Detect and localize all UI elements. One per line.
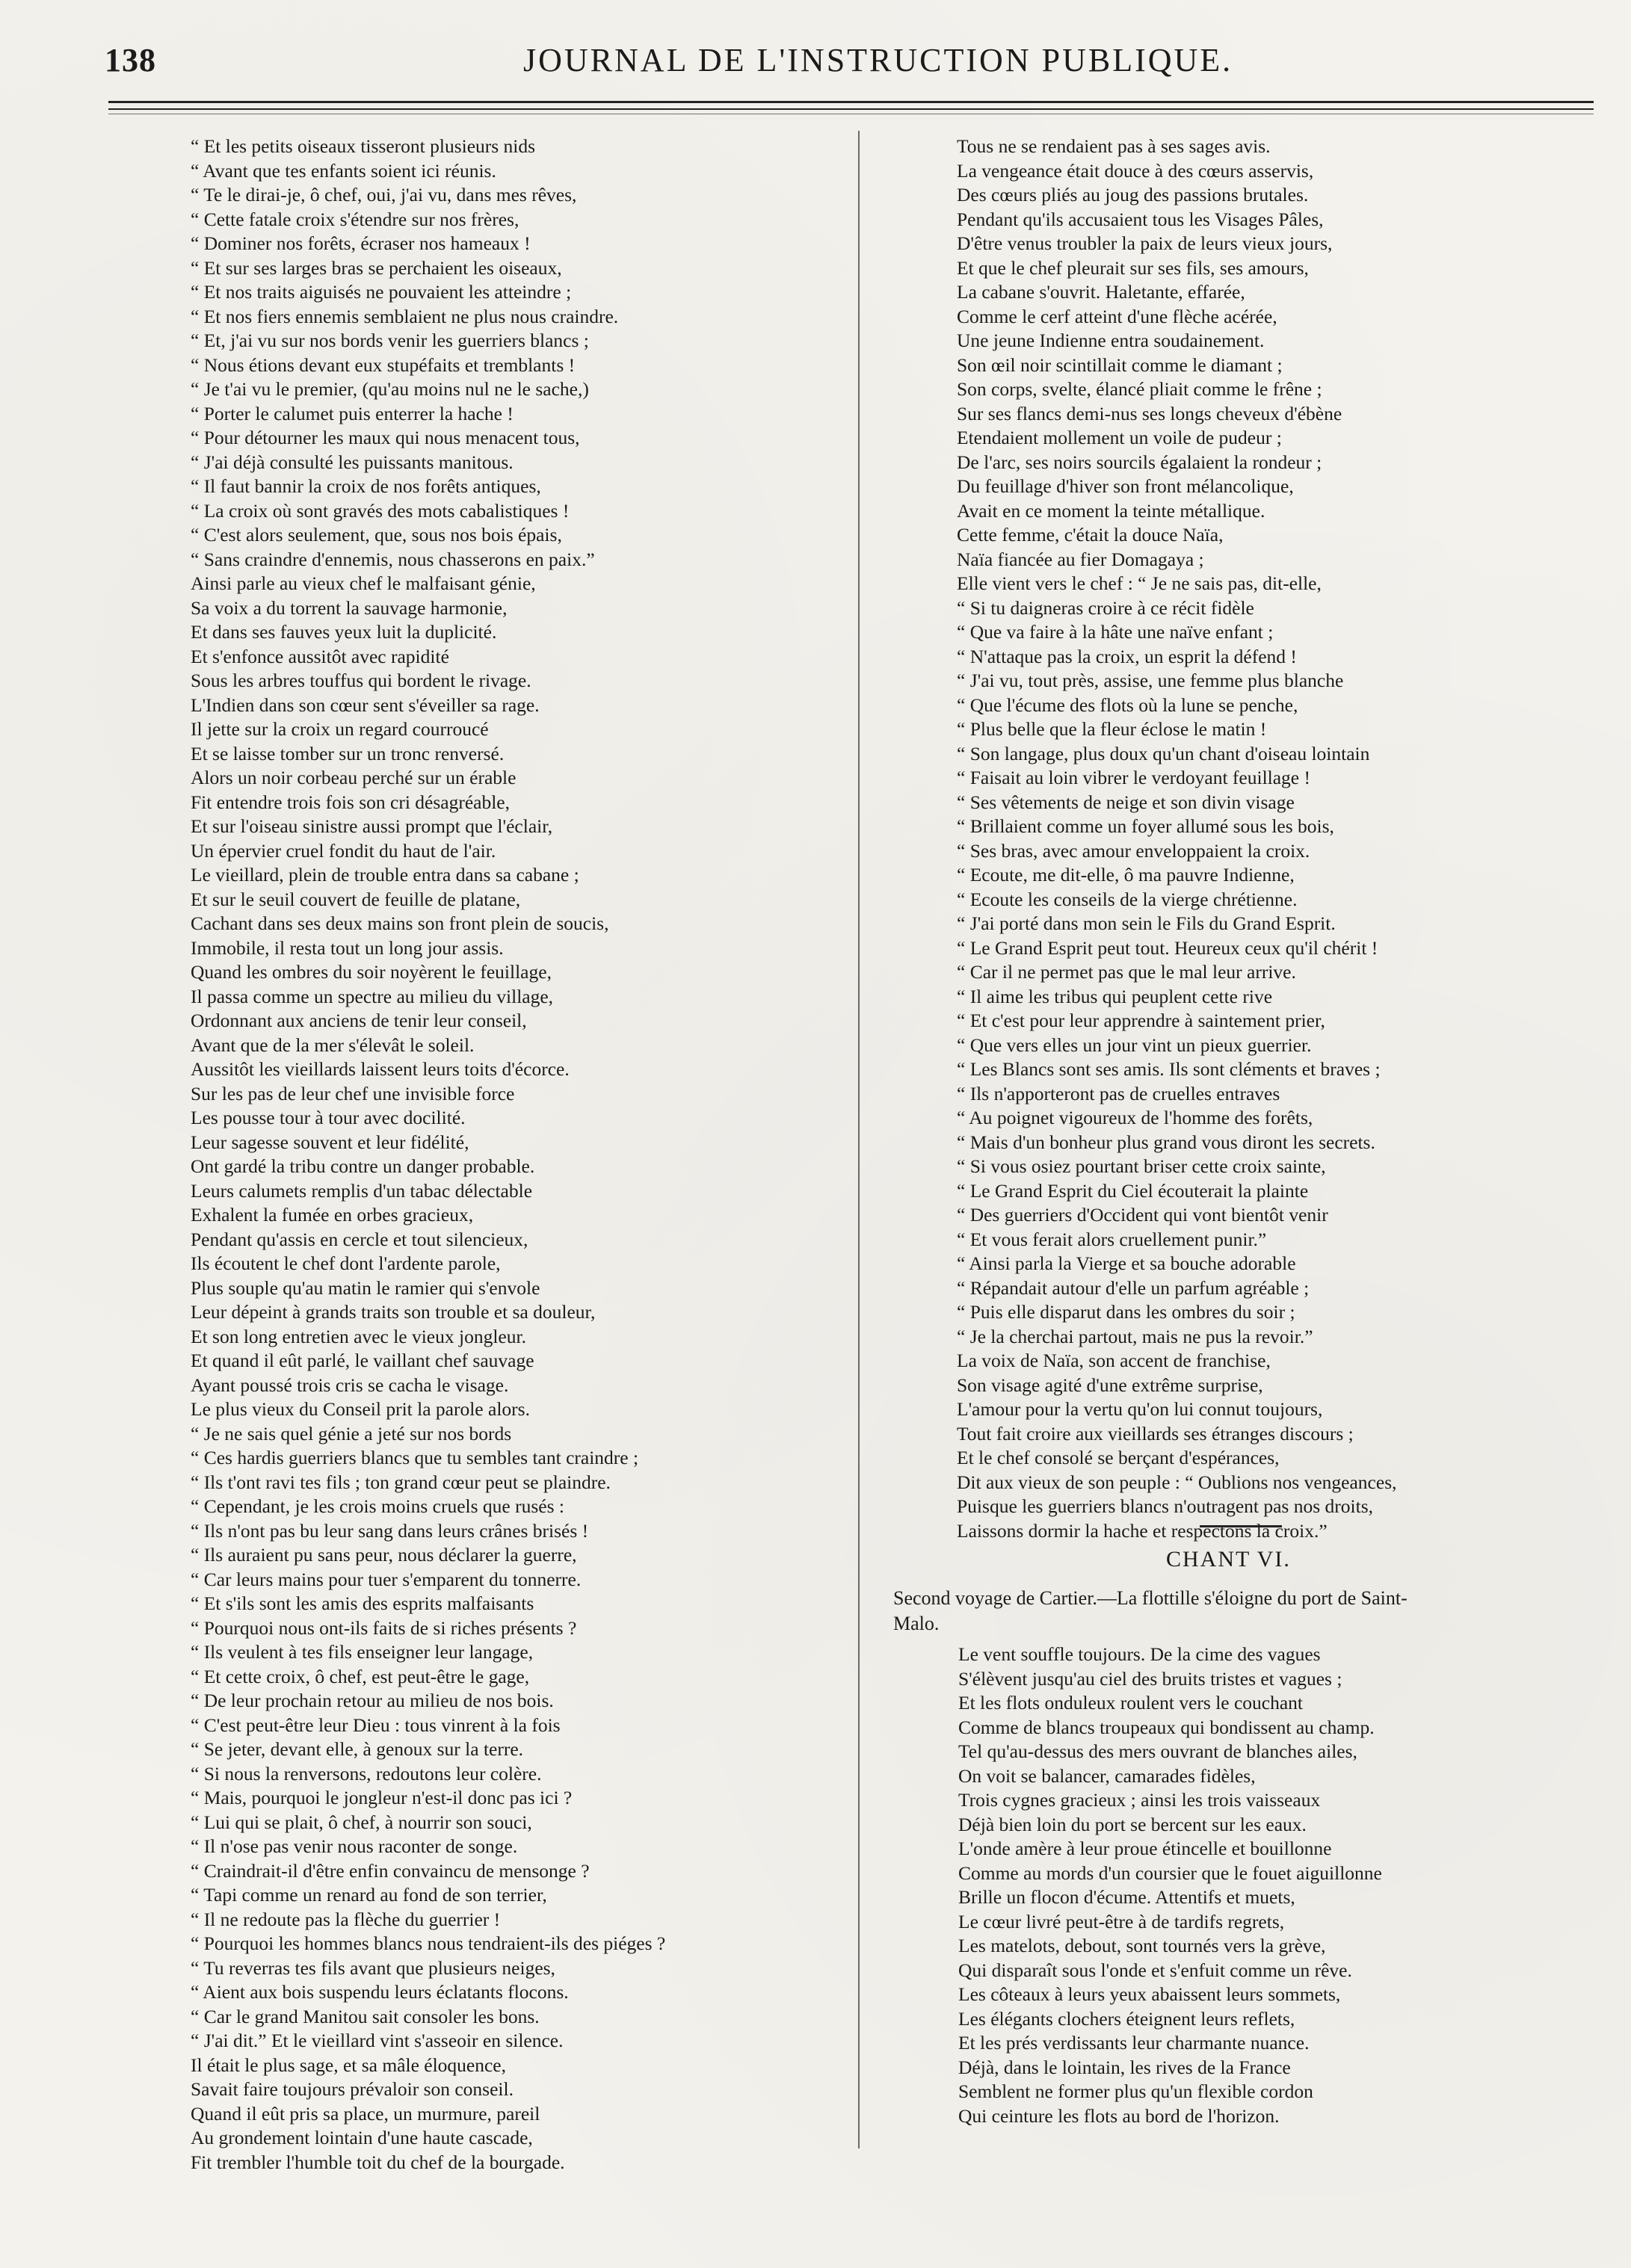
verse-line: “ Ces hardis guerriers blancs que tu sembles tant craindre ; (191, 1447, 639, 1468)
verse-line: “ Craindrait-il d'être enfin convaincu de mensonge ? (191, 1859, 590, 1882)
chant-summary-line: Malo. (893, 1613, 940, 1634)
verse-line: “ Les Blancs sont ses amis. Ils sont cléments et braves ; (957, 1058, 1381, 1080)
verse-line: Alors un noir corbeau perché sur un érable (191, 767, 517, 788)
verse-line: “ Ses vêtements de neige et son divin visage (957, 791, 1295, 813)
verse-line: Comme le cerf atteint d'une flèche acérée, (957, 305, 1277, 327)
verse-line: “ Ses bras, avec amour enveloppaient la croix. (957, 839, 1310, 862)
verse-line: “ Si nous la renversons, redoutons leur colère. (191, 1762, 542, 1785)
verse-line: “ Il aime les tribus qui peuplent cette rive (957, 985, 1273, 1007)
verse-line: “ Mais d'un bonheur plus grand vous diront les secrets. (957, 1131, 1375, 1153)
verse-line: Savait faire toujours prévaloir son conseil. (191, 2078, 514, 2100)
verse-line: “ Car leurs mains pour tuer s'emparent du tonnerre. (191, 1568, 582, 1590)
verse-line: “ Avant que tes enfants soient ici réunis. (191, 159, 496, 182)
verse-line: “ C'est peut-être leur Dieu : tous vinrent à la fois (191, 1714, 561, 1736)
verse-line: Son œil noir scintillait comme le diamant ; (957, 353, 1283, 376)
verse-line: Tout fait croire aux vieillards ses étranges discours ; (957, 1422, 1354, 1444)
verse-line: “ Pourquoi les hommes blancs nous tendraient-ils des piéges ? (191, 1932, 666, 1954)
verse-line: Et sur l'oiseau sinistre aussi prompt que l'éclair, (191, 815, 553, 837)
verse-line: “ Je t'ai vu le premier, (qu'au moins nul ne le sache,) (191, 378, 589, 400)
verse-line: Et que le chef pleurait sur ses fils, ses amours, (957, 256, 1309, 279)
verse-line: “ Pourquoi nous ont-ils faits de si riches présents ? (191, 1616, 577, 1639)
verse-line: Comme de blancs troupeaux qui bondissent au champ. (958, 1716, 1375, 1738)
running-title: JOURNAL DE L'INSTRUCTION PUBLIQUE. (523, 42, 1233, 78)
verse-line: “ Et vous ferait alors cruellement punir.” (957, 1228, 1267, 1250)
verse-line: Le cœur livré peut-être à de tardifs regrets, (958, 1910, 1285, 1932)
verse-line: Sous les arbres touffus qui bordent le rivage. (191, 670, 531, 691)
verse-line: Cette femme, c'était la douce Naïa, (957, 524, 1224, 546)
chant-summary-line: Second voyage de Cartier.—La flottille s'éloigne du port de Saint- (893, 1587, 1408, 1609)
verse-line: “ Il n'ose pas venir nous raconter de songe. (191, 1835, 518, 1857)
verse-line: “ Cette fatale croix s'étendre sur nos frères, (191, 208, 519, 230)
verse-line: Il jette sur la croix un regard courroucé (191, 718, 489, 740)
verse-line: “ Dominer nos forêts, écraser nos hameaux ! (191, 232, 531, 254)
verse-line: Sur ses flancs demi-nus ses longs cheveux d'ébène (957, 402, 1342, 424)
verse-line: Quand il eût pris sa place, un murmure, pareil (191, 2102, 540, 2125)
verse-line: “ Ils veulent à tes fils enseigner leur langage, (191, 1641, 534, 1663)
verse-line: Des cœurs pliés au joug des passions brutales. (957, 184, 1309, 206)
verse-line: “ Le Grand Esprit du Ciel écouterait la plainte (957, 1179, 1309, 1202)
header-rule (108, 108, 1594, 110)
verse-line: Et les prés verdissants leur charmante nuance. (958, 2032, 1310, 2054)
verse-line: D'être venus troubler la paix de leurs vieux jours, (957, 232, 1333, 254)
verse-line: “ Tapi comme un renard au fond de son terrier, (191, 1884, 547, 1906)
verse-line: La cabane s'ouvrit. Haletante, effarée, (957, 281, 1245, 303)
verse-line: “ Et cette croix, ô chef, est peut-être le gage, (191, 1665, 530, 1687)
verse-line: “ Je ne sais quel génie a jeté sur nos bords (191, 1422, 512, 1444)
verse-line: “ Si tu daigneras croire à ce récit fidèle (957, 596, 1254, 619)
verse-line: “ Car il ne permet pas que le mal leur arrive. (957, 961, 1296, 983)
verse-line: “ Plus belle que la fleur éclose le matin ! (957, 718, 1267, 740)
verse-line: Déjà bien loin du port se bercent sur les eaux. (958, 1813, 1307, 1835)
header-rule (108, 101, 1594, 103)
verse-line: “ Ecoute, me dit-elle, ô ma pauvre Indienne, (957, 864, 1295, 886)
verse-line: Qui disparaît sous l'onde et s'enfuit comme un rêve. (958, 1959, 1352, 1981)
verse-line: Tous ne se rendaient pas à ses sages avis. (957, 135, 1271, 157)
section-rule (1200, 1525, 1282, 1527)
verse-line: Pendant qu'ils accusaient tous les Visages Pâles, (957, 208, 1324, 230)
verse-line: “ Aient aux bois suspendu leurs éclatants flocons. (191, 1981, 569, 2003)
verse-line: “ Ils auraient pu sans peur, nous déclarer la guerre, (191, 1544, 577, 1566)
verse-line: “ Au poignet vigoureux de l'homme des forêts, (957, 1107, 1313, 1128)
verse-line: “ Faisait au loin vibrer le verdoyant feuillage ! (957, 767, 1310, 788)
verse-line: “ Et sur ses larges bras se perchaient les oiseaux, (191, 256, 562, 279)
verse-line: Au grondement lointain d'une haute cascade, (191, 2127, 533, 2148)
verse-line: On voit se balancer, camarades fidèles, (958, 1764, 1256, 1787)
verse-line: Son corps, svelte, élancé pliait comme le frêne ; (957, 378, 1322, 400)
verse-line: “ Brillaient comme un foyer allumé sous les bois, (957, 815, 1334, 837)
verse-line: Le vent souffle toujours. De la cime des vagues (958, 1643, 1321, 1665)
verse-line: Pendant qu'assis en cercle et tout silencieux, (191, 1228, 528, 1250)
verse-line: “ Te le dirai-je, ô chef, oui, j'ai vu, dans mes rêves, (191, 184, 577, 206)
verse-line: Il était le plus sage, et sa mâle éloquence, (191, 2054, 506, 2076)
verse-line: Fit trembler l'humble toit du chef de la bourgade. (191, 2151, 565, 2173)
verse-line: “ Ils n'ont pas bu leur sang dans leurs crânes brisés ! (191, 1519, 589, 1542)
verse-line: “ Ils t'ont ravi tes fils ; ton grand cœur peut se plaindre. (191, 1471, 611, 1493)
right-column-part1 (893, 135, 1588, 1543)
verse-line: “ Ils n'apporteront pas de cruelles entraves (957, 1082, 1280, 1104)
verse-line: “ Car le grand Manitou sait consoler les bons. (191, 2005, 540, 2027)
verse-line: Fit entendre trois fois son cri désagréable, (191, 791, 511, 813)
verse-line: Exhalent la fumée en orbes gracieux, (191, 1204, 474, 1226)
verse-line: Il passa comme un spectre au milieu du village, (191, 985, 554, 1007)
verse-line: “ Mais, pourquoi le jongleur n'est-il donc pas ici ? (191, 1787, 573, 1808)
verse-line: Ainsi parle au vieux chef le malfaisant génie, (191, 572, 536, 594)
verse-line: Laissons dormir la hache et respectons la croix.” (957, 1519, 1328, 1542)
verse-line: Et le chef consolé se berçant d'espérances, (957, 1447, 1280, 1468)
verse-line: Et quand il eût parlé, le vaillant chef sauvage (191, 1350, 534, 1371)
verse-line: “ Nous étions devant eux stupéfaits et tremblants ! (191, 353, 576, 376)
verse-line: “ Porter le calumet puis enterrer la hache ! (191, 402, 514, 424)
verse-line: Immobile, il resta tout un long jour assis. (191, 936, 504, 959)
verse-line: Sa voix a du torrent la sauvage harmonie, (191, 596, 508, 619)
verse-line: Cachant dans ses deux mains son front plein de soucis, (191, 912, 609, 934)
verse-line: Avait en ce moment la teinte métallique. (957, 499, 1265, 522)
verse-line: “ Et s'ils sont les amis des esprits malfaisants (191, 1592, 534, 1614)
verse-line: Ayant poussé trois cris se cacha le visage. (191, 1374, 509, 1396)
verse-line: “ Le Grand Esprit peut tout. Heureux ceux qu'il chérit ! (957, 936, 1378, 959)
verse-line: Puisque les guerriers blancs n'outragent pas nos droits, (957, 1495, 1373, 1517)
right-column-part2 (958, 1643, 1586, 2128)
verse-line: Comme au mords d'un coursier que le fouet aiguillonne (958, 1861, 1382, 1884)
verse-line: Leurs calumets remplis d'un tabac délectable (191, 1179, 533, 1202)
verse-line: “ Cependant, je les crois moins cruels que rusés : (191, 1495, 564, 1517)
verse-line: “ J'ai vu, tout près, assise, une femme plus blanche (957, 670, 1344, 691)
verse-line: “ De leur prochain retour au milieu de nos bois. (191, 1690, 554, 1711)
verse-line: “ Son langage, plus doux qu'un chant d'oiseau lointain (957, 742, 1370, 764)
verse-line: Dit aux vieux de son peuple : “ Oublions nos vengeances, (957, 1471, 1397, 1493)
verse-line: “ Et nos traits aiguisés ne pouvaient les atteindre ; (191, 281, 572, 303)
verse-line: Ordonnant aux anciens de tenir leur conseil, (191, 1010, 527, 1031)
verse-line: “ J'ai dit.” Et le vieillard vint s'asseoir en silence. (191, 2030, 564, 2051)
chant-title: CHANT VI. (1166, 1547, 1291, 1572)
left-column (191, 135, 848, 2175)
page-number: 138 (105, 42, 156, 78)
verse-line: “ Répandait autour d'elle un parfum agréable ; (957, 1276, 1310, 1299)
verse-line: Et dans ses fauves yeux luit la duplicité. (191, 621, 497, 643)
verse-line: “ Que l'écume des flots où la lune se penche, (957, 693, 1298, 716)
verse-line: Les côteaux à leurs yeux abaissent leurs sommets, (958, 1983, 1341, 2005)
verse-line: Leur sagesse souvent et leur fidélité, (191, 1131, 469, 1153)
verse-line: Elle vient vers le chef : “ Je ne sais pas, dit-elle, (957, 572, 1322, 594)
verse-line: Son visage agité d'une extrême surprise, (957, 1374, 1263, 1396)
verse-line: “ C'est alors seulement, que, sous nos bois épais, (191, 524, 562, 546)
verse-line: S'élèvent jusqu'au ciel des bruits tristes et vagues ; (958, 1667, 1342, 1690)
verse-line: Ont gardé la tribu contre un danger probable. (191, 1155, 535, 1177)
verse-line: Et se laisse tomber sur un tronc renversé. (191, 742, 505, 764)
verse-line: “ Que vers elles un jour vint un pieux guerrier. (957, 1033, 1312, 1056)
verse-line: “ Sans craindre d'ennemis, nous chasserons en paix.” (191, 548, 595, 570)
verse-line: L'Indien dans son cœur sent s'éveiller sa rage. (191, 693, 540, 716)
verse-line: Tel qu'au-dessus des mers ouvrant de blanches ailes, (958, 1740, 1357, 1762)
verse-line: Déjà, dans le lointain, les rives de la France (958, 2056, 1291, 2078)
page-header (105, 41, 1586, 86)
verse-line: “ Il ne redoute pas la flèche du guerrier ! (191, 1908, 501, 1930)
verse-line: Le vieillard, plein de trouble entra dans sa cabane ; (191, 864, 579, 886)
verse-line: La voix de Naïa, son accent de franchise, (957, 1350, 1271, 1371)
verse-line: Ils écoutent le chef dont l'ardente parole, (191, 1252, 501, 1274)
verse-line: Plus souple qu'au matin le ramier qui s'envole (191, 1276, 540, 1299)
verse-line: Les pousse tour à tour avec docilité. (191, 1107, 466, 1128)
chant-summary (893, 1586, 1585, 1637)
verse-line: Brille un flocon d'écume. Attentifs et muets, (958, 1886, 1295, 1908)
verse-line: La vengeance était douce à des cœurs asservis, (957, 159, 1314, 182)
verse-line: Semblent ne former plus qu'un flexible cordon (958, 2080, 1313, 2102)
verse-line: Avant que de la mer s'élevât le soleil. (191, 1033, 475, 1056)
verse-line: Une jeune Indienne entra soudainement. (957, 330, 1265, 351)
verse-line: “ Je la cherchai partout, mais ne pus la revoir.” (957, 1325, 1313, 1347)
verse-line: Et s'enfonce aussitôt avec rapidité (191, 645, 449, 667)
verse-line: L'onde amère à leur proue étincelle et bouillonne (958, 1838, 1332, 1859)
verse-line: Aussitôt les vieillards laissent leurs toits d'écorce. (191, 1058, 570, 1080)
verse-line: “ N'attaque pas la croix, un esprit la défend ! (957, 645, 1297, 667)
verse-line: Qui ceinture les flots au bord de l'horizon. (958, 2104, 1280, 2127)
verse-line: “ Puis elle disparut dans les ombres du soir ; (957, 1301, 1295, 1323)
verse-line: “ Ecoute les conseils de la vierge chrétienne. (957, 888, 1298, 910)
verse-line: Et sur le seuil couvert de feuille de platane, (191, 888, 521, 910)
verse-line: L'amour pour la vertu qu'on lui connut toujours, (957, 1398, 1323, 1420)
verse-line: “ La croix où sont gravés des mots cabalistiques ! (191, 499, 570, 522)
verse-line: “ Il faut bannir la croix de nos forêts antiques, (191, 475, 541, 497)
verse-line: “ Des guerriers d'Occident qui vont bientôt venir (957, 1204, 1328, 1226)
verse-line: Et son long entretien avec le vieux jongleur. (191, 1325, 526, 1347)
verse-line: “ J'ai porté dans mon sein le Fils du Grand Esprit. (957, 912, 1336, 934)
verse-line: “ Pour détourner les maux qui nous menacent tous, (191, 427, 580, 448)
verse-line: “ Ainsi parla la Vierge et sa bouche adorable (957, 1252, 1296, 1274)
verse-line: “ J'ai déjà consulté les puissants manitous. (191, 451, 514, 473)
verse-line: “ Que va faire à la hâte une naïve enfant ; (957, 621, 1274, 643)
verse-line: Etendaient mollement un voile de pudeur ; (957, 427, 1282, 448)
verse-line: Du feuillage d'hiver son front mélancolique, (957, 475, 1294, 497)
verse-line: Les matelots, debout, sont tournés vers la grève, (958, 1935, 1326, 1956)
verse-line: “ Se jeter, devant elle, à genoux sur la terre. (191, 1738, 524, 1760)
verse-line: “ Si vous osiez pourtant briser cette croix sainte, (957, 1155, 1326, 1177)
verse-line: Sur les pas de leur chef une invisible force (191, 1082, 515, 1104)
verse-line: Leur dépeint à grands traits son trouble et sa douleur, (191, 1301, 596, 1323)
verse-line: “ Et, j'ai vu sur nos bords venir les guerriers blancs ; (191, 330, 589, 351)
verse-line: “ Et les petits oiseaux tisseront plusieurs nids (191, 135, 536, 157)
verse-line: Un épervier cruel fondit du haut de l'air. (191, 839, 496, 862)
verse-line: Trois cygnes gracieux ; ainsi les trois vaisseaux (958, 1789, 1321, 1811)
verse-line: Quand les ombres du soir noyèrent le feuillage, (191, 961, 552, 983)
verse-line: Naïa fiancée au fier Domagaya ; (957, 548, 1204, 570)
verse-line: “ Et nos fiers ennemis semblaient ne plus nous craindre. (191, 305, 619, 327)
verse-line: “ Tu reverras tes fils avant que plusieurs neiges, (191, 1956, 555, 1979)
column-divider (858, 131, 860, 2148)
verse-line: Et les flots onduleux roulent vers le couchant (958, 1692, 1304, 1714)
verse-line: “ Et c'est pour leur apprendre à saintement prier, (957, 1010, 1325, 1031)
verse-line: Les élégants clochers éteignent leurs reflets, (958, 2007, 1295, 2030)
verse-line: Le plus vieux du Conseil prit la parole alors. (191, 1398, 530, 1420)
verse-line: De l'arc, ses noirs sourcils égalaient la rondeur ; (957, 451, 1322, 473)
verse-line: “ Lui qui se plait, ô chef, à nourrir son souci, (191, 1811, 532, 1833)
